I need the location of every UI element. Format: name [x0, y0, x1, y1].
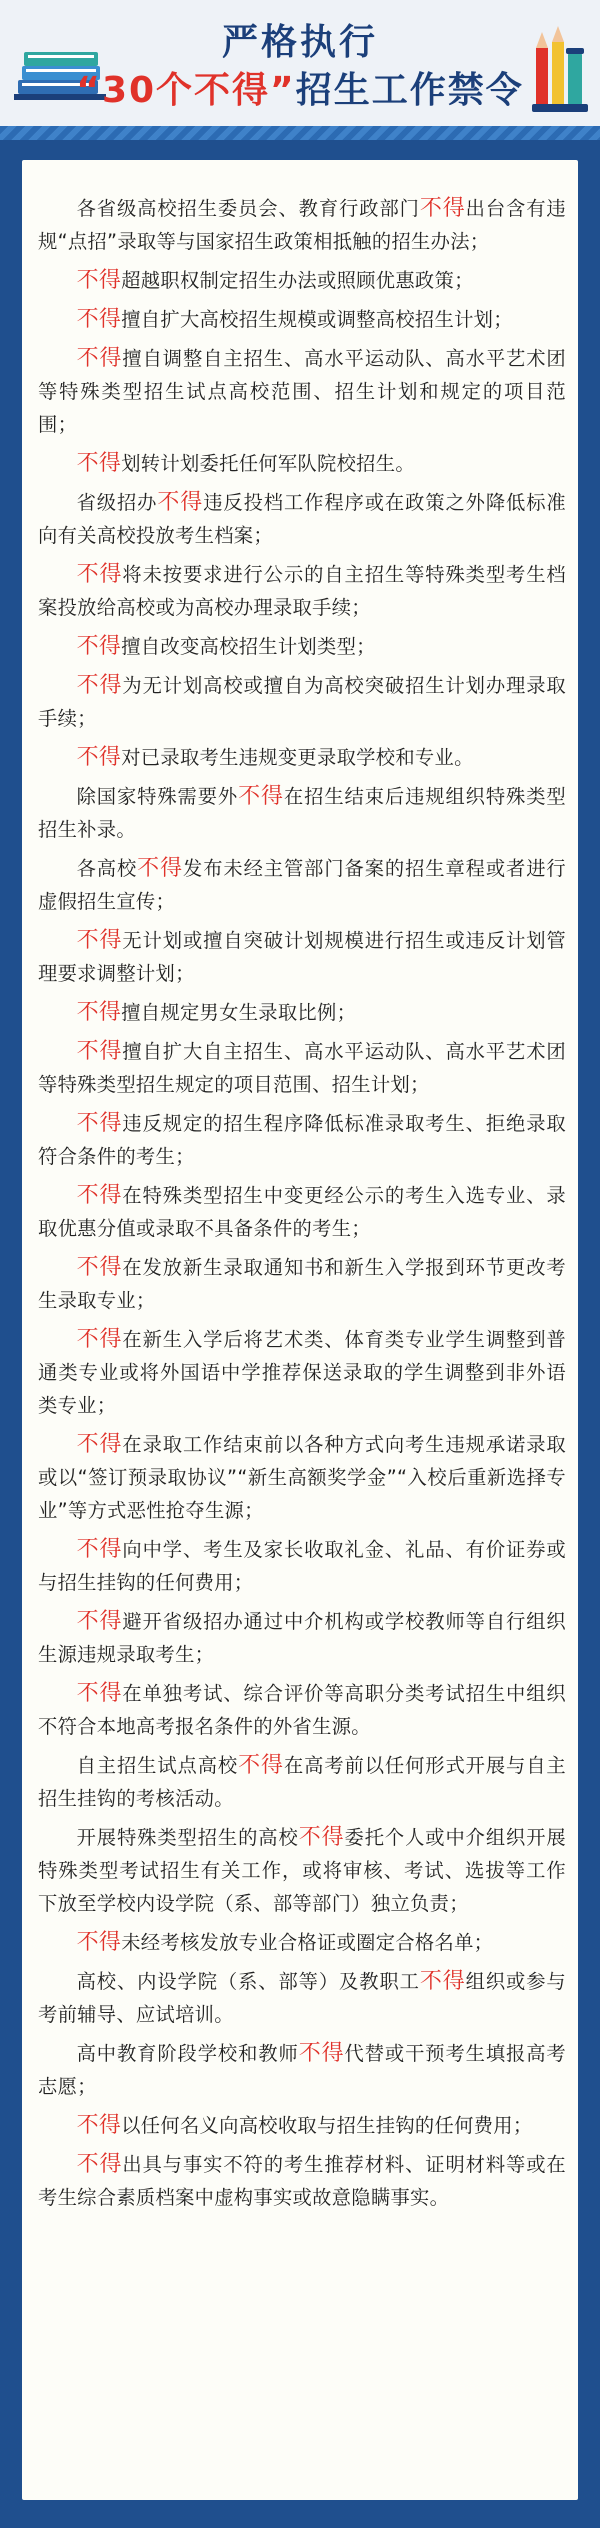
keyword-bude: 不得: [76, 1111, 123, 1136]
rule-item: 不得向中学、考生及家长收取礼金、礼品、有价证券或与招生挂钩的任何费用；: [38, 1537, 566, 1594]
rule-item: 不得擅自扩大自主招生、高水平运动队、高水平艺术团等特殊类型招生规定的项目范围、招生计划；: [38, 1039, 566, 1096]
title-quote-close: ”: [270, 70, 296, 111]
rule-item: 不得在单独考试、综合评价等高职分类考试招生中组织不符合本地高考报名条件的外省生源。: [38, 1681, 566, 1738]
keyword-bude: 不得: [76, 745, 122, 770]
keyword-bude: 不得: [76, 1327, 123, 1352]
bottom-border: [0, 2516, 600, 2528]
keyword-bude: 不得: [76, 1681, 123, 1706]
title-quote-open: “: [76, 70, 102, 111]
keyword-bude: 不得: [238, 1753, 284, 1778]
header: [0, 0, 600, 130]
rule-item: 自主招生试点高校不得在高考前以任何形式开展与自主招生挂钩的考核活动。: [38, 1753, 567, 1810]
rule-item: 不得在新生入学后将艺术类、体育类专业学生调整到普通类专业或将外国语中学推荐保送录取的学生调整到非外语类专业；: [38, 1327, 566, 1417]
rule-item: 不得以任何名义向高校收取与招生挂钩的任何费用；: [76, 2113, 533, 2138]
keyword-bude: 不得: [76, 928, 123, 953]
rule-item: 不得擅自扩大高校招生规模或调整高校招生计划；: [76, 307, 513, 332]
pencils-icon: [530, 18, 590, 114]
keyword-bude: 不得: [76, 1609, 123, 1634]
keyword-bude: 不得: [76, 1183, 123, 1208]
rule-item: 省级招办不得违反投档工作程序或在政策之外降低标准向有关高校投放考生档案；: [38, 490, 566, 547]
keyword-bude: 不得: [76, 346, 123, 371]
title-highlight: 30个不得: [101, 70, 271, 111]
keyword-bude: 不得: [76, 307, 122, 332]
rule-item: 不得擅自改变高校招生计划类型；: [76, 634, 376, 659]
keyword-bude: 不得: [76, 562, 123, 587]
rule-item: 不得在发放新生录取通知书和新生入学报到环节更改考生录取专业；: [38, 1255, 566, 1312]
keyword-bude: 不得: [76, 2152, 123, 2177]
rule-item: 不得擅自调整自主招生、高水平运动队、高水平艺术团等特殊类型招生试点高校范围、招生计划和规定的项目范围；: [38, 346, 566, 436]
keyword-bude: 不得: [76, 673, 123, 698]
keyword-bude: 不得: [76, 1255, 123, 1280]
keyword-bude: 不得: [419, 1969, 466, 1994]
rule-item: 高校、内设学院（系、部等）及教职工不得组织或参与考前辅导、应试培训。: [38, 1969, 566, 2026]
rule-item: 不得为无计划高校或擅自为高校突破招生计划办理录取手续；: [38, 673, 566, 730]
keyword-bude: 不得: [298, 2041, 345, 2066]
rule-item: 不得出具与事实不符的考生推荐材料、证明材料等或在考生综合素质档案中虚构事实或故意隐瞒事实。: [38, 2152, 566, 2209]
title-rest: 招生工作禁令: [295, 70, 524, 111]
keyword-bude: 不得: [76, 1039, 123, 1064]
page-title-line2: [0, 62, 600, 113]
keyword-bude: 不得: [76, 1930, 122, 1955]
keyword-bude: 不得: [76, 451, 122, 476]
rule-item: 各省级高校招生委员会、教育行政部门不得出台含有违规“点招”录取等与国家招生政策相抵触的招生办法；: [38, 196, 566, 253]
page-title-line1: 严格执行: [221, 22, 378, 63]
keyword-bude: 不得: [76, 1000, 122, 1025]
keyword-bude: 不得: [76, 1432, 123, 1457]
rule-item: 不得擅自规定男女生录取比例；: [76, 1000, 357, 1025]
keyword-bude: 不得: [298, 1825, 345, 1850]
keyword-bude: 不得: [238, 784, 284, 809]
keyword-bude: 不得: [157, 490, 204, 515]
rule-item: 不得未经考核发放专业合格证或圈定合格名单；: [76, 1930, 494, 1955]
rule-item: 不得超越职权制定招生办法或照顾优惠政策；: [76, 268, 474, 293]
keyword-bude: 不得: [419, 196, 466, 221]
keyword-bude: 不得: [76, 1537, 123, 1562]
rule-item: 不得无计划或擅自突破计划规模进行招生或违反计划管理要求调整计划；: [38, 928, 566, 985]
rule-item: 不得避开省级招办通过中介机构或学校教师等自行组织生源违规录取考生；: [38, 1609, 566, 1666]
rule-item: 除国家特殊需要外不得在招生结束后违规组织特殊类型招生补录。: [38, 784, 567, 841]
rule-item: 不得将未按要求进行公示的自主招生等特殊类型考生档案投放给高校或为高校办理录取手续；: [38, 562, 566, 619]
keyword-bude: 不得: [137, 856, 183, 881]
rule-item: 不得在特殊类型招生中变更经公示的考生入选专业、录取优惠分值或录取不具备条件的考生；: [38, 1183, 566, 1240]
rule-item: 高中教育阶段学校和教师不得代替或干预考生填报高考志愿；: [38, 2041, 566, 2098]
header-divider-band: [0, 126, 600, 140]
rule-item: 不得违反规定的招生程序降低标准录取考生、拒绝录取符合条件的考生；: [38, 1111, 566, 1168]
rule-item: 开展特殊类型招生的高校不得委托个人或中介组织开展特殊类型考试招生有关工作，或将审核、考试、选拔等工作下放至学校内设学院（系、部等部门）独立负责；: [38, 1825, 566, 1915]
rule-item: 不得划转计划委托任何军队院校招生。: [76, 451, 415, 476]
rule-item: 不得对已录取考生违规变更录取学校和专业。: [76, 745, 474, 770]
rule-item: 不得在录取工作结束前以各种方式向考生违规承诺录取或以“签订预录取协议”“新生高额奖学金”“入校后重新选择专业”等方式恶性抢夺生源；: [38, 1432, 566, 1522]
rules-list: [38, 192, 566, 2220]
keyword-bude: 不得: [76, 268, 122, 293]
rule-item: 各高校不得发布未经主管部门备案的招生章程或者进行虚假招生宣传；: [38, 856, 566, 913]
keyword-bude: 不得: [76, 634, 122, 659]
keyword-bude: 不得: [76, 2113, 122, 2138]
